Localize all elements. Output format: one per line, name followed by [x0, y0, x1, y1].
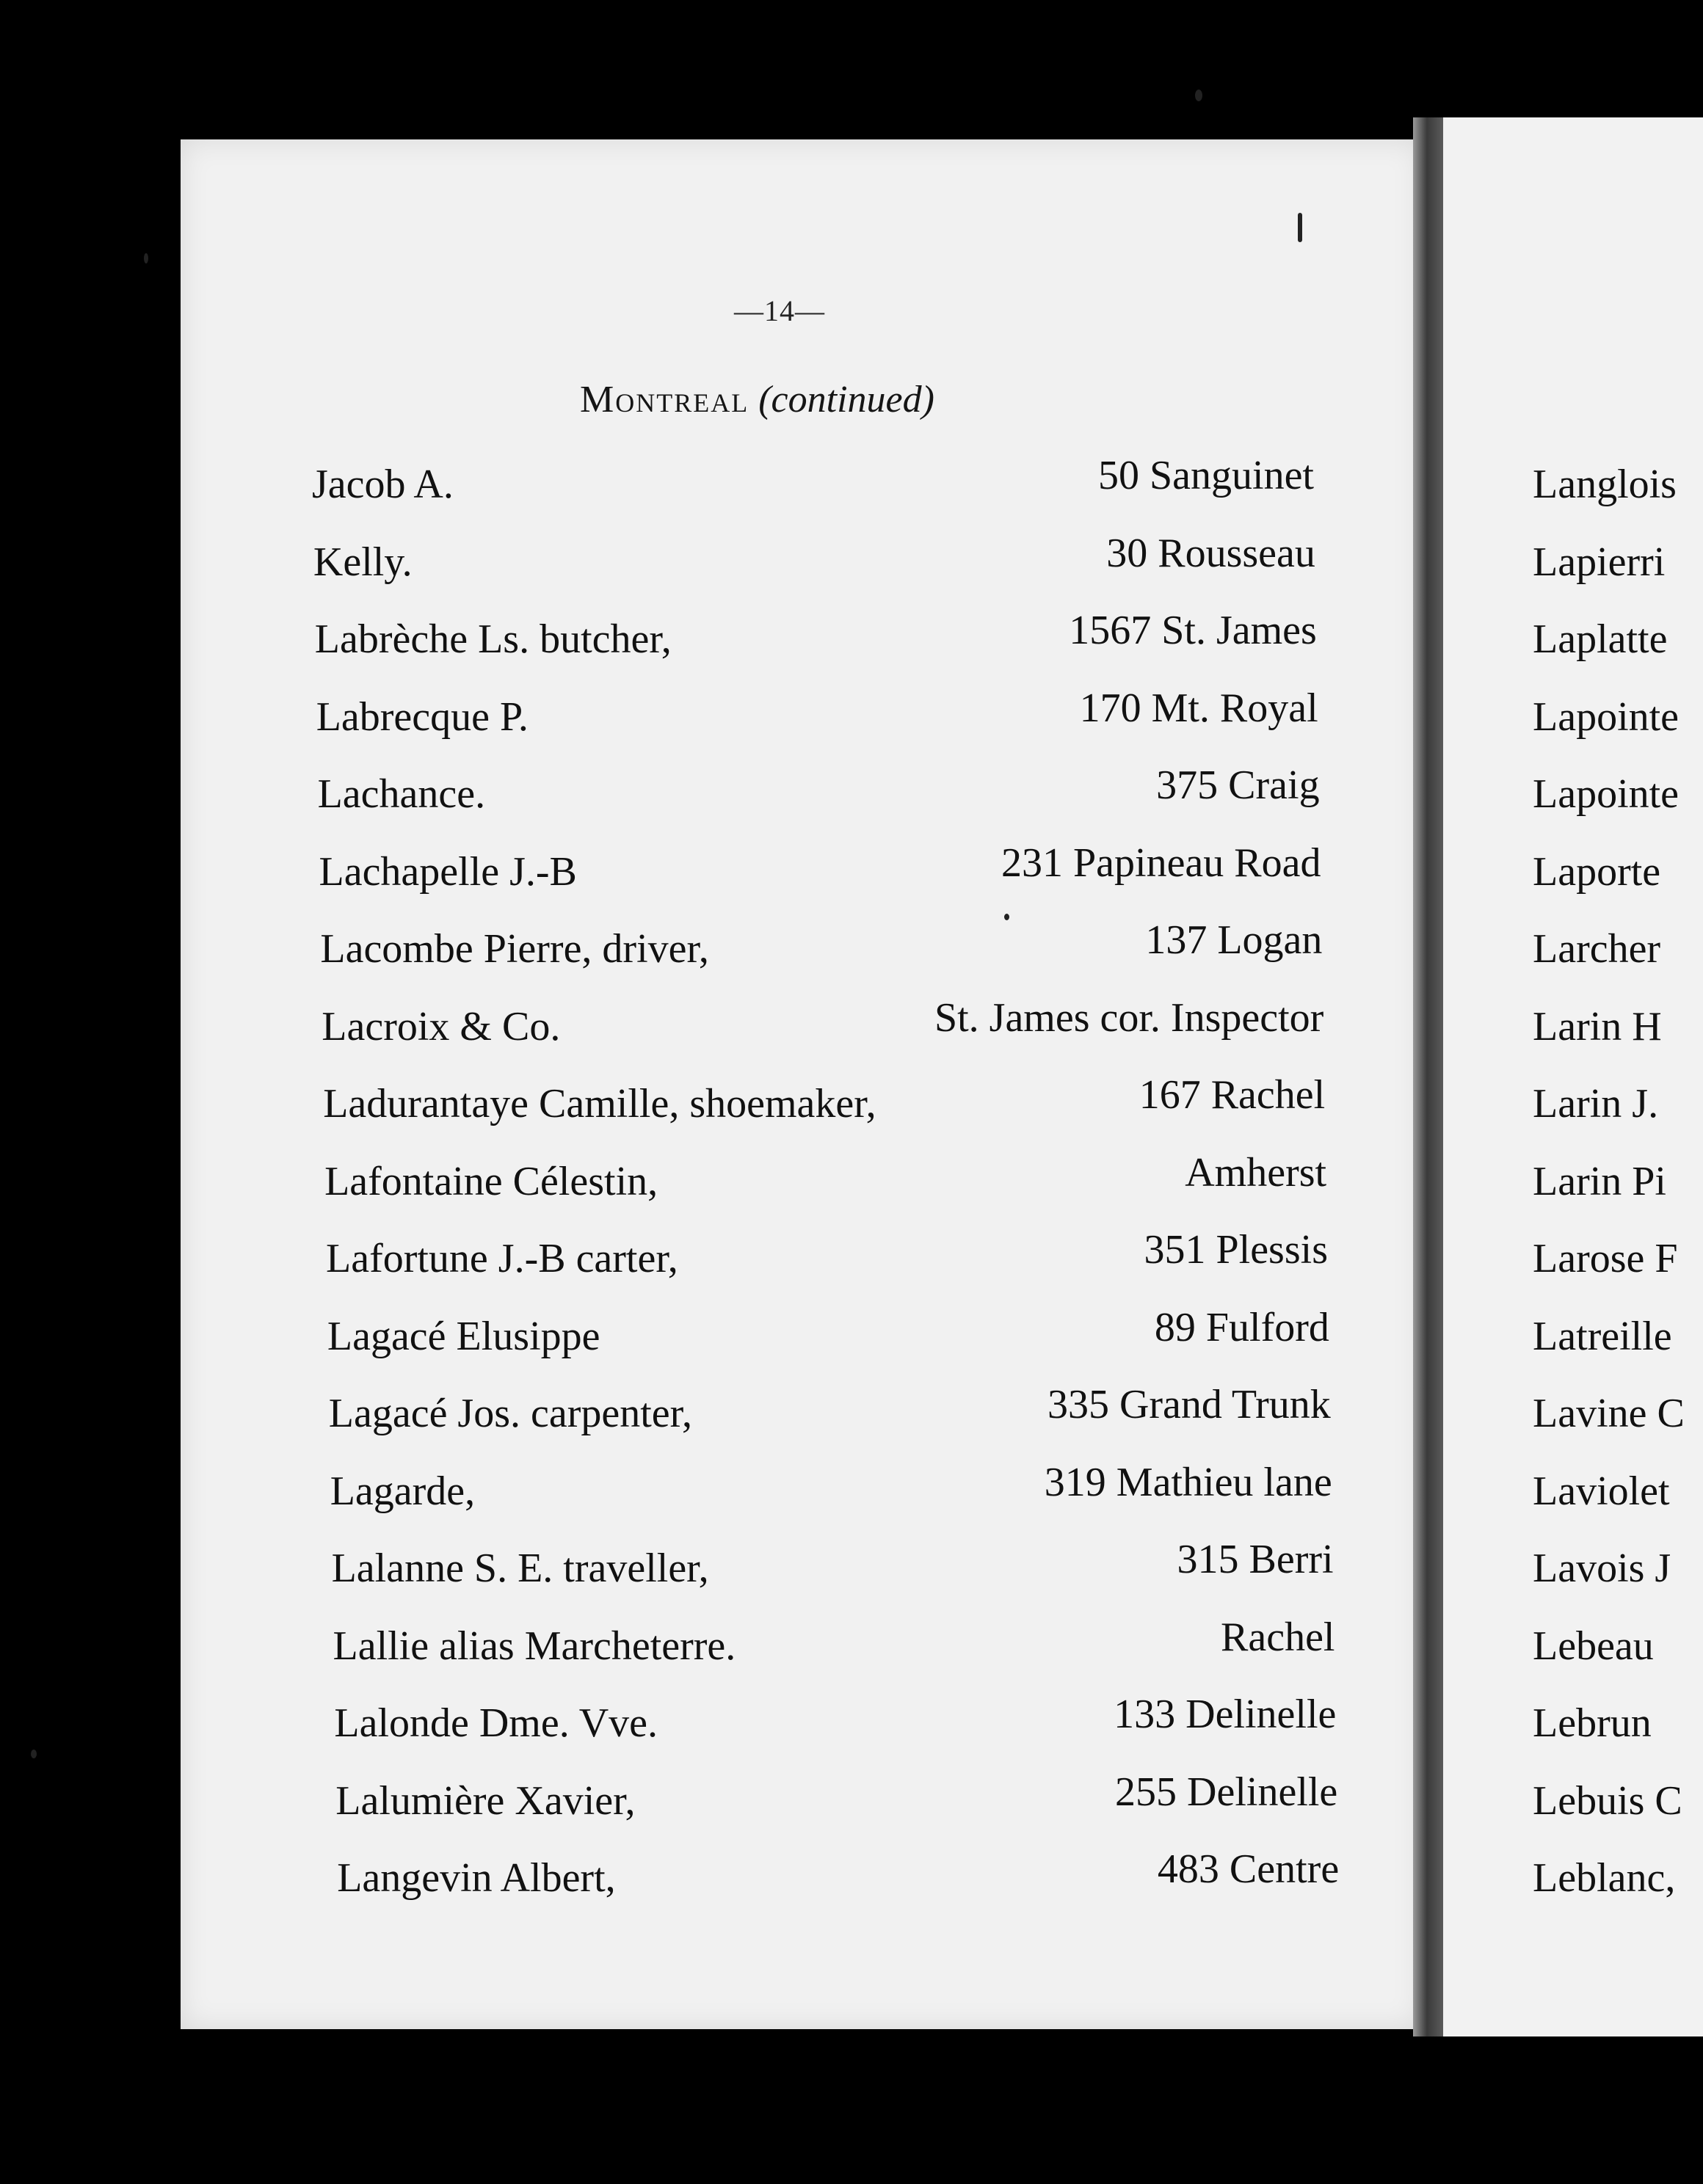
directory-entry: [333, 1614, 1335, 1700]
ink-speck: [1004, 914, 1009, 920]
right-page-entry: Leblanc,: [1533, 1855, 1676, 1901]
entry-address: 137 Logan: [1145, 917, 1323, 963]
entry-name: Ladurantaye Camille, shoemaker,: [323, 1081, 876, 1126]
right-page-entry: Larin J.: [1533, 1081, 1659, 1126]
directory-entry: [335, 1769, 1338, 1855]
entry-address: 375 Craig: [1156, 762, 1320, 808]
right-page-entry: Larose F: [1533, 1236, 1678, 1281]
entry-address: 255 Delinelle: [1115, 1769, 1338, 1815]
entry-name: Langevin Albert,: [337, 1855, 616, 1901]
entry-name: Lafortune J.-B carter,: [326, 1236, 678, 1281]
directory-entry: [324, 1149, 1327, 1236]
directory-entry: [323, 1072, 1326, 1158]
directory-entry: [326, 1227, 1328, 1313]
right-page-entry: Larcher: [1533, 926, 1661, 972]
directory-entry: [314, 608, 1317, 694]
ink-speck: [1298, 213, 1302, 242]
entry-name: Lafontaine Célestin,: [324, 1158, 658, 1204]
right-page-entry: Lapierri: [1533, 539, 1666, 585]
entry-name: Lalonde Dme. Vve.: [334, 1700, 658, 1746]
directory-entry: [320, 917, 1323, 1003]
entry-name: Lagacé Jos. carpenter,: [328, 1391, 693, 1436]
book-gutter: [1413, 117, 1444, 2036]
entry-address: 50 Sanguinet: [1098, 453, 1314, 498]
right-page-entry: Lavine C: [1533, 1391, 1685, 1436]
entry-address: Rachel: [1221, 1614, 1335, 1660]
right-page-list: [1533, 461, 1703, 1932]
directory-entry: [330, 1459, 1332, 1546]
entry-address: 231 Papineau Road: [1001, 840, 1321, 886]
right-page-entry: Laporte: [1533, 848, 1661, 895]
entry-name: Lacroix & Co.: [322, 1003, 561, 1049]
entry-name: Kelly.: [313, 539, 413, 585]
entry-address: 351 Plessis: [1144, 1227, 1328, 1273]
entry-name: Lachance.: [317, 771, 486, 817]
directory-entry: [312, 453, 1314, 539]
right-page-entry: Laviolet: [1533, 1468, 1670, 1514]
entry-name: Labrecque P.: [316, 694, 529, 740]
directory-entry: [316, 685, 1318, 771]
ink-speck: [31, 1750, 37, 1758]
directory-entry: [337, 1846, 1340, 1932]
right-page-entry: Latreille: [1533, 1313, 1672, 1359]
directory-entry: [313, 530, 1315, 616]
ink-speck: [1195, 90, 1202, 101]
right-page-entry: Larin H: [1533, 1003, 1662, 1049]
right-page-entry: Lebrun: [1533, 1700, 1652, 1746]
entry-name: Lalanne S. E. traveller,: [331, 1546, 709, 1591]
entry-address: 170 Mt. Royal: [1079, 685, 1318, 731]
right-page-entry: Lavois J: [1533, 1546, 1671, 1591]
right-page-entry: Lapointe: [1533, 771, 1680, 817]
entry-address: Amherst: [1185, 1149, 1327, 1195]
entry-address: 30 Rousseau: [1106, 530, 1315, 576]
heading-city: Montreal: [580, 379, 749, 421]
entry-address: 1567 St. James: [1069, 608, 1317, 653]
right-page-entry: Larin Pi: [1533, 1158, 1666, 1204]
entry-address: 167 Rachel: [1139, 1072, 1326, 1118]
directory-entry: [327, 1304, 1329, 1391]
entry-address: 483 Centre: [1157, 1846, 1340, 1892]
right-page-entry: Lebuis C: [1533, 1777, 1682, 1824]
heading-continued: (continued): [758, 379, 934, 421]
entry-address: 319 Mathieu lane: [1044, 1459, 1332, 1505]
entry-name: Lagarde,: [330, 1468, 476, 1514]
directory-entry: [317, 762, 1320, 848]
entry-name: Lalumière Xavier,: [335, 1777, 636, 1824]
entry-name: Lacombe Pierre, driver,: [320, 926, 709, 972]
right-page-entry: Laplatte: [1533, 616, 1668, 662]
right-page-entry: Lapointe: [1533, 694, 1680, 740]
directory-entry: [334, 1692, 1337, 1777]
ink-speck: [144, 253, 148, 263]
entry-name: Labrèche Ls. butcher,: [314, 616, 672, 662]
directory-entry: [319, 840, 1321, 926]
entry-name: Lagacé Elusippe: [327, 1313, 600, 1359]
entry-name: Lachapelle J.-B: [319, 848, 577, 895]
directory-list: [312, 453, 1340, 1932]
directory-entry: [331, 1537, 1334, 1623]
section-heading: [580, 378, 934, 421]
entry-address: 335 Grand Trunk: [1047, 1382, 1331, 1427]
directory-entry: [322, 994, 1324, 1081]
entry-address: 133 Delinelle: [1114, 1692, 1337, 1737]
entry-name: Lallie alias Marcheterre.: [333, 1623, 736, 1669]
entry-name: Jacob A.: [312, 462, 454, 507]
entry-address: St. James cor. Inspector: [934, 994, 1324, 1041]
directory-entry: [328, 1382, 1331, 1468]
right-page-entry: Langlois: [1533, 462, 1677, 507]
entry-address: 89 Fulford: [1154, 1304, 1329, 1350]
right-page-entry: Lebeau: [1533, 1623, 1654, 1669]
page-number: —14—: [734, 294, 825, 327]
entry-address: 315 Berri: [1177, 1537, 1334, 1582]
